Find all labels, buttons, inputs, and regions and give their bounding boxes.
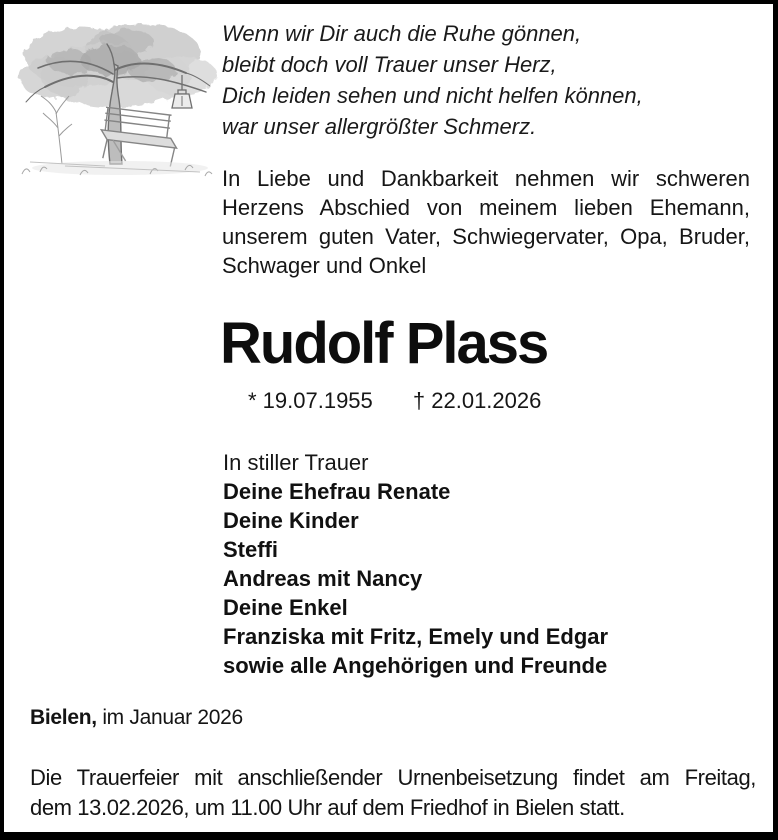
sapling (41, 96, 72, 164)
funeral-paragraph (30, 763, 756, 823)
mourner-line: Steffi (223, 537, 278, 562)
death-date: † 22.01.2026 (412, 388, 542, 413)
memorial-poem (222, 18, 762, 142)
intro-paragraph-line: Herzens Abschied von meinem lieben Ehemann, (222, 195, 750, 220)
deceased-name: Rudolf Plass (220, 311, 548, 376)
intro-paragraph (222, 164, 750, 280)
life-dates (248, 388, 541, 414)
mourners-block (223, 448, 743, 680)
mourner-line: Deine Enkel (223, 595, 348, 620)
poem-line: bleibt doch voll Trauer unser Herz, (222, 52, 557, 77)
mourner-line: Deine Ehefrau Renate (223, 479, 451, 504)
mourner-line: Andreas mit Nancy (223, 566, 423, 591)
funeral-line: dem 13.02.2026, um 11.00 Uhr auf dem Friedhof in Bielen statt. (30, 795, 625, 820)
mourner-line: sowie alle Angehörigen und Freunde (223, 653, 608, 678)
mourners-intro: In stiller Trauer (223, 450, 369, 475)
funeral-line: Die Trauerfeier mit anschließender Urnenbeisetzung findet am Freitag, (30, 765, 756, 790)
tree-sketch-illustration (10, 12, 222, 182)
poem-line: Wenn wir Dir auch die Ruhe gönnen, (222, 21, 582, 46)
mourner-line: Deine Kinder (223, 508, 359, 533)
birth-date: * 19.07.1955 (248, 388, 373, 413)
intro-paragraph-line: unserem guten Vater, Schwiegervater, Opa, Bruder, (222, 224, 750, 249)
grass (22, 161, 212, 176)
city-label: Bielen, (30, 706, 97, 729)
intro-paragraph-line: In Liebe und Dankbarkeit nehmen wir schweren (222, 166, 750, 191)
poem-line: war unser allergrößter Schmerz. (222, 114, 537, 139)
mourners-list (223, 477, 743, 680)
intro-paragraph-line: Schwager und Onkel (222, 253, 427, 278)
city-date-line (30, 706, 243, 730)
poem-line: Dich leiden sehen und nicht helfen können, (222, 83, 643, 108)
mourner-line: Franziska mit Fritz, Emely und Edgar (223, 624, 609, 649)
month-label: im Januar 2026 (102, 706, 243, 729)
